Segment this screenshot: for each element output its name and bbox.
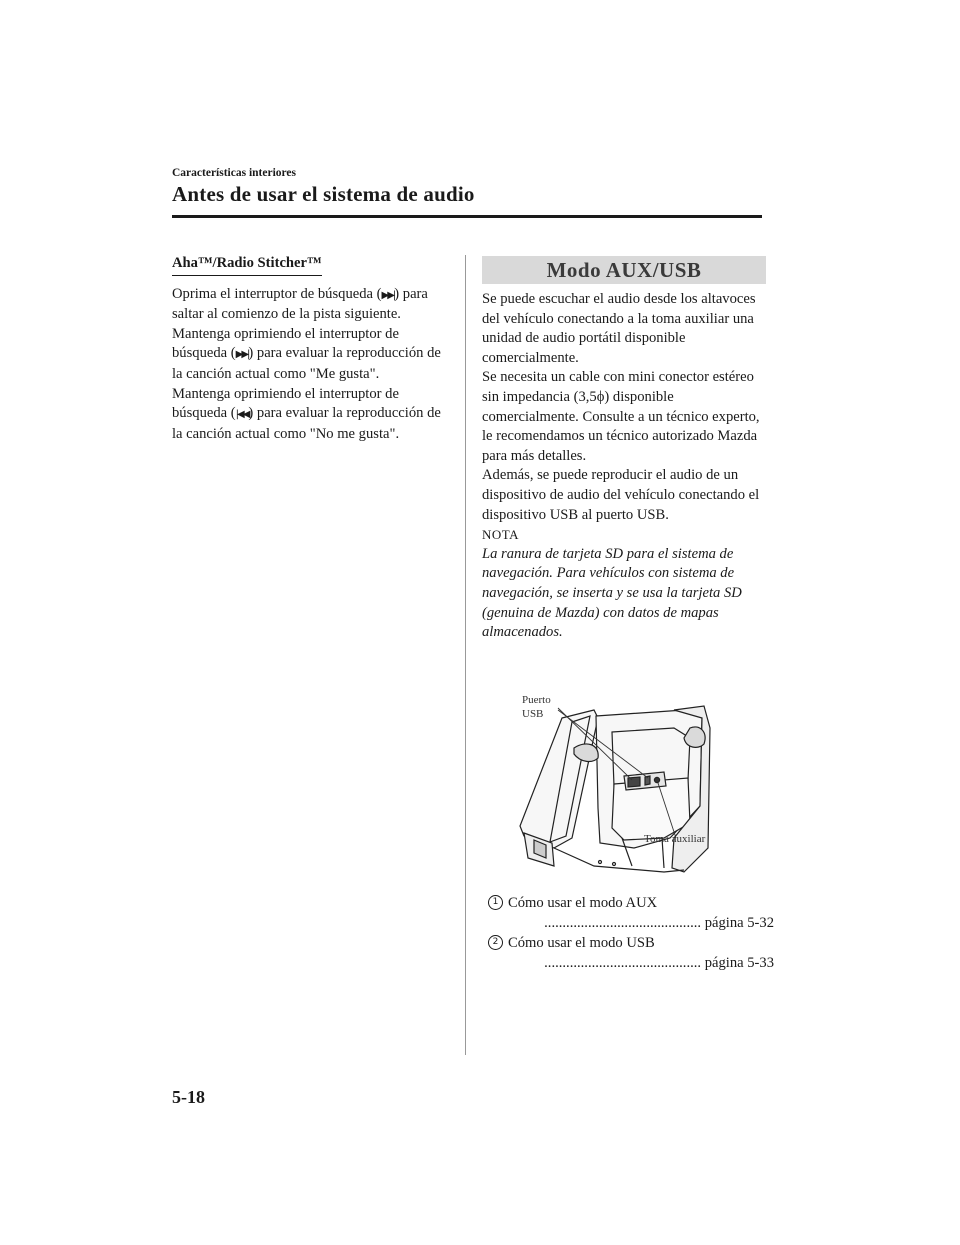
paragraph-skip-a: Oprima el interruptor de búsqueda ( bbox=[172, 285, 382, 302]
paragraph-like-b: ) para evaluar la reproducción de la canción actual como "Me gusta". bbox=[172, 345, 441, 382]
console-illustration bbox=[514, 688, 764, 886]
paragraph-like bbox=[172, 325, 444, 385]
reference-usb[interactable] bbox=[488, 933, 774, 973]
left-column bbox=[172, 254, 444, 444]
paragraph-skip bbox=[172, 285, 444, 325]
label-puerto: Puerto bbox=[522, 694, 551, 706]
seek-backward-icon: |◀◀ bbox=[235, 409, 249, 421]
seek-forward-icon: ▶▶| bbox=[381, 289, 395, 301]
paragraph-aux-intro: Se puede escuchar el audio desde los altavoces del vehículo conectando a la toma auxiliar una unidad de audio portátil disponible comercialmente. bbox=[482, 291, 756, 366]
reference-page-aux: ........................................... página 5-32 bbox=[544, 915, 774, 931]
paragraph-dislike-b: ) para evaluar la reproducción de la canción actual como "No me gusta". bbox=[172, 405, 441, 442]
paragraph-like-a: Mantenga oprimiendo el interruptor de búsqueda ( bbox=[172, 325, 399, 362]
section-band-title: Modo AUX/USB bbox=[482, 256, 766, 284]
reference-aux[interactable] bbox=[488, 893, 774, 933]
console-drawing bbox=[514, 688, 764, 886]
note-text: La ranura de tarjeta SD para el sistema de navegación. Para vehículos con sistema de navegación, se inserta y se usa la tarjeta SD (genuina de Mazda) con datos de mapas almacenados. bbox=[482, 545, 742, 641]
reference-number-2: 2 bbox=[488, 935, 503, 950]
paragraph-dislike bbox=[172, 385, 444, 445]
page-number: 5-18 bbox=[172, 1087, 205, 1107]
label-usb: USB bbox=[522, 708, 544, 720]
paragraph-dislike-a: Mantenga oprimiendo el interruptor de búsqueda ( bbox=[172, 385, 399, 422]
reference-number-1: 1 bbox=[488, 895, 503, 910]
right-column bbox=[482, 256, 766, 643]
phi-symbol: ϕ bbox=[596, 388, 605, 405]
reference-page-usb: ........................................... página 5-33 bbox=[544, 955, 774, 971]
section-label: Características interiores bbox=[172, 167, 297, 179]
seek-forward-icon: ▶▶| bbox=[235, 349, 249, 361]
note-label: NOTA bbox=[482, 527, 520, 543]
reference-text-aux: Cómo usar el modo AUX bbox=[508, 895, 658, 911]
column-divider bbox=[465, 255, 466, 1055]
page-title: Antes de usar el sistema de audio bbox=[172, 182, 475, 206]
title-rule bbox=[172, 215, 762, 218]
label-toma-auxiliar: Toma auxiliar bbox=[644, 833, 706, 845]
paragraph-cable bbox=[482, 368, 766, 466]
paragraph-cable-b: ) disponible comercialmente. Consulte a un técnico experto, le recomendamos un técnico autorizado Mazda para más detalles. bbox=[482, 388, 760, 464]
references bbox=[488, 893, 774, 973]
paragraph-usb: Además, se puede reproducir el audio de un dispositivo de audio del vehículo conectando el dispositivo USB al puerto USB. bbox=[482, 467, 760, 523]
paragraph-skip-b: ) para saltar al comienzo de la pista siguiente. bbox=[172, 285, 428, 323]
paragraph-cable-a: Se necesita un cable con mini conector estéreo sin impedancia (3,5 bbox=[482, 369, 754, 405]
reference-text-usb: Cómo usar el modo USB bbox=[508, 935, 655, 951]
subheading-aha-stitcher: Aha™/Radio Stitcher™ bbox=[172, 254, 322, 276]
